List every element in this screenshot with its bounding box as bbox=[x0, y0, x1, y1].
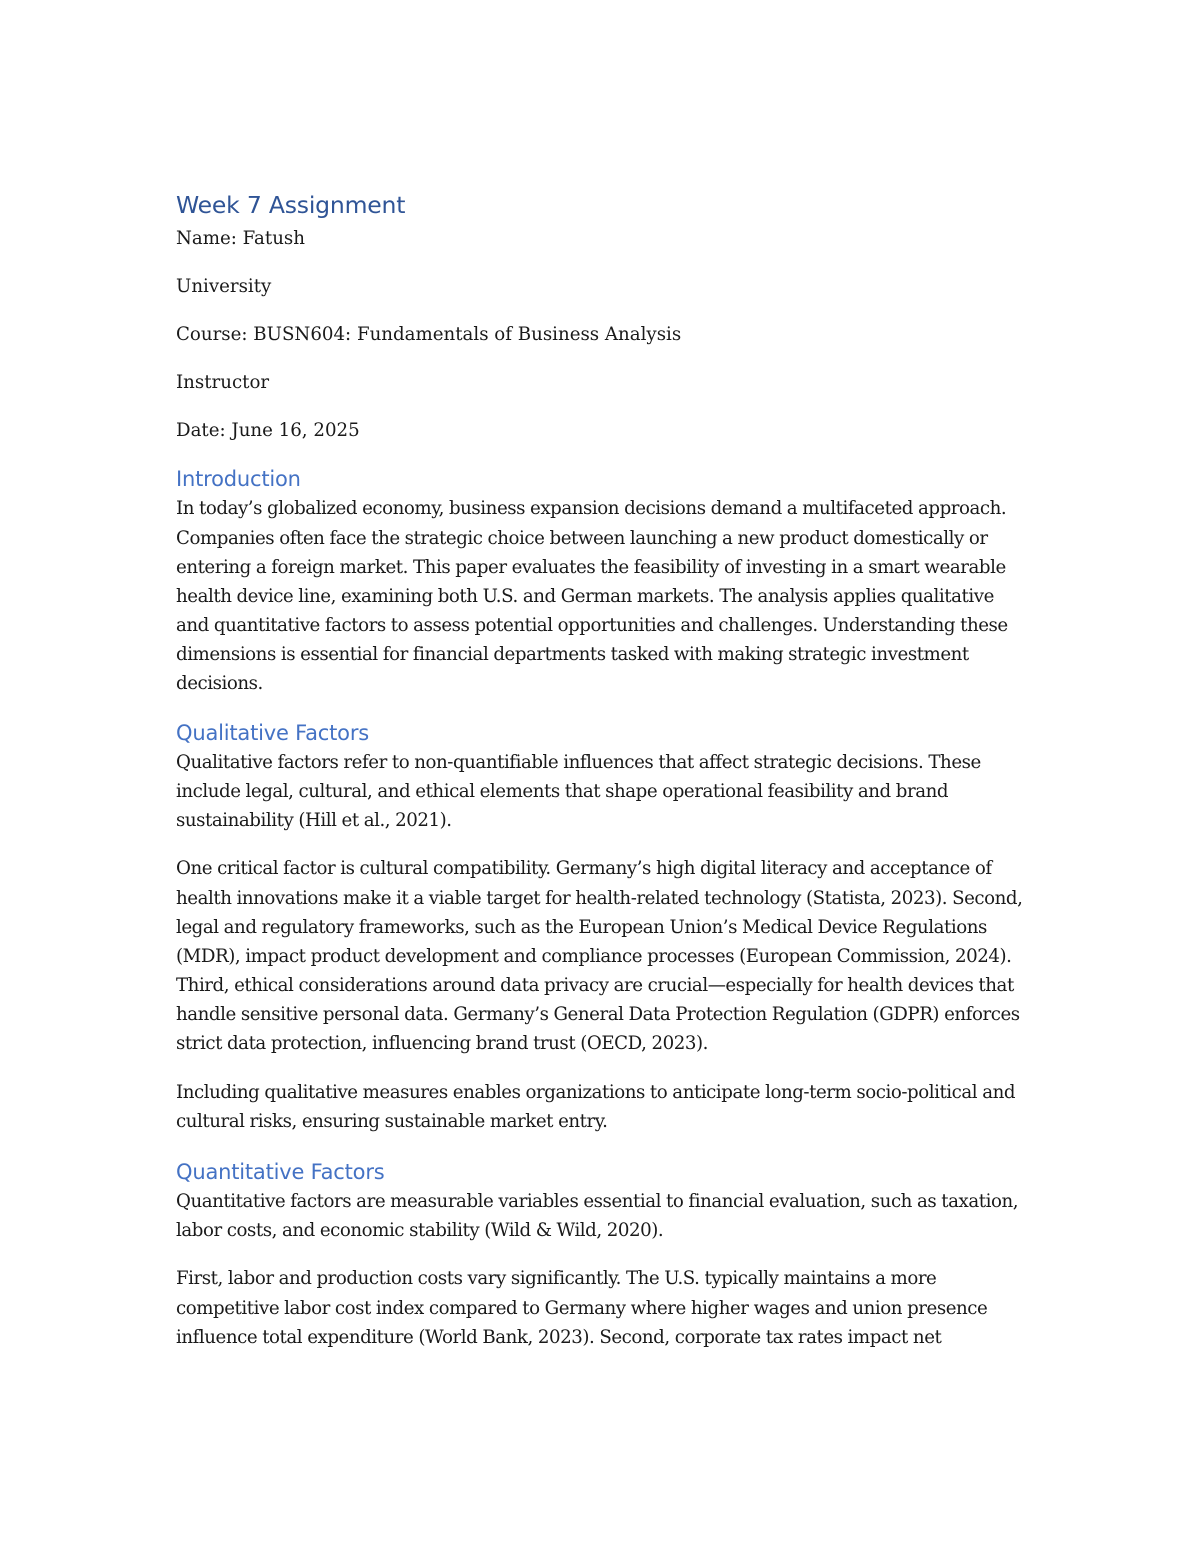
body-paragraph: Including qualitative measures enables organizations to anticipate long-term socio-political and cultural risks, ensuring sustainable market entry. bbox=[176, 1081, 1016, 1132]
section-introduction bbox=[176, 464, 1028, 698]
section-heading: Qualitative Factors bbox=[176, 720, 369, 745]
university-line: University bbox=[176, 276, 272, 298]
body-paragraph: First, labor and production costs vary significantly. The U.S. typically maintains a more competitive labor cost index compared to Germany where higher wages and union presence influence total expenditure (World Bank, 2023). Second, corporate tax rates impact net bbox=[176, 1268, 988, 1348]
section-quantitative-factors bbox=[176, 1157, 1028, 1352]
course-line: Course: BUSN604: Fundamentals of Business Analysis bbox=[176, 324, 682, 346]
body-paragraph: Quantitative factors are measurable variables essential to financial evaluation, such as taxation, labor costs, and economic stability (Wild & Wild, 2020). bbox=[176, 1190, 1019, 1241]
section-heading: Quantitative Factors bbox=[176, 1159, 385, 1184]
document-body bbox=[176, 188, 1028, 1371]
document-title: Week 7 Assignment bbox=[176, 191, 406, 219]
student-name: Name: Fatush bbox=[176, 228, 305, 249]
section-qualitative-factors bbox=[176, 718, 1028, 1136]
body-paragraph: In today’s globalized economy, business expansion decisions demand a multifaceted approach. Companies often face the strategic choice between launching a new product domestically or entering a foreign market. This paper evaluates the feasibility of investing in a smart wearable health device line, examining both U.S. and German markets. The analysis applies qualitative and quantitative factors to assess potential opportunities and challenges. Understanding these dimensions is essential for financial departments tasked with making strategic investment decisions. bbox=[176, 498, 1008, 695]
section-heading: Introduction bbox=[176, 467, 301, 492]
date-line: Date: June 16, 2025 bbox=[176, 420, 360, 442]
body-paragraph: One critical factor is cultural compatibility. Germany’s high digital literacy and acceptance of health innovations make it a viable target for health-related technology (Statista, 2023). Second, legal and regulatory frameworks, such as the European Union’s Medical Device Regulations (MDR), impact product development and compliance processes (European Commission, 2024). Third, ethical considerations around data privacy are crucial—especially for health devices that handle sensitive personal data. Germany’s General Data Protection Regulation (GDPR) enforces strict data protection, influencing brand trust (OECD, 2023). bbox=[176, 858, 1023, 1054]
body-paragraph: Qualitative factors refer to non-quantifiable influences that affect strategic decisions. These include legal, cultural, and ethical elements that shape operational feasibility and brand sustainability (Hill et al., 2021). bbox=[176, 751, 981, 831]
instructor-line: Instructor bbox=[176, 372, 270, 394]
